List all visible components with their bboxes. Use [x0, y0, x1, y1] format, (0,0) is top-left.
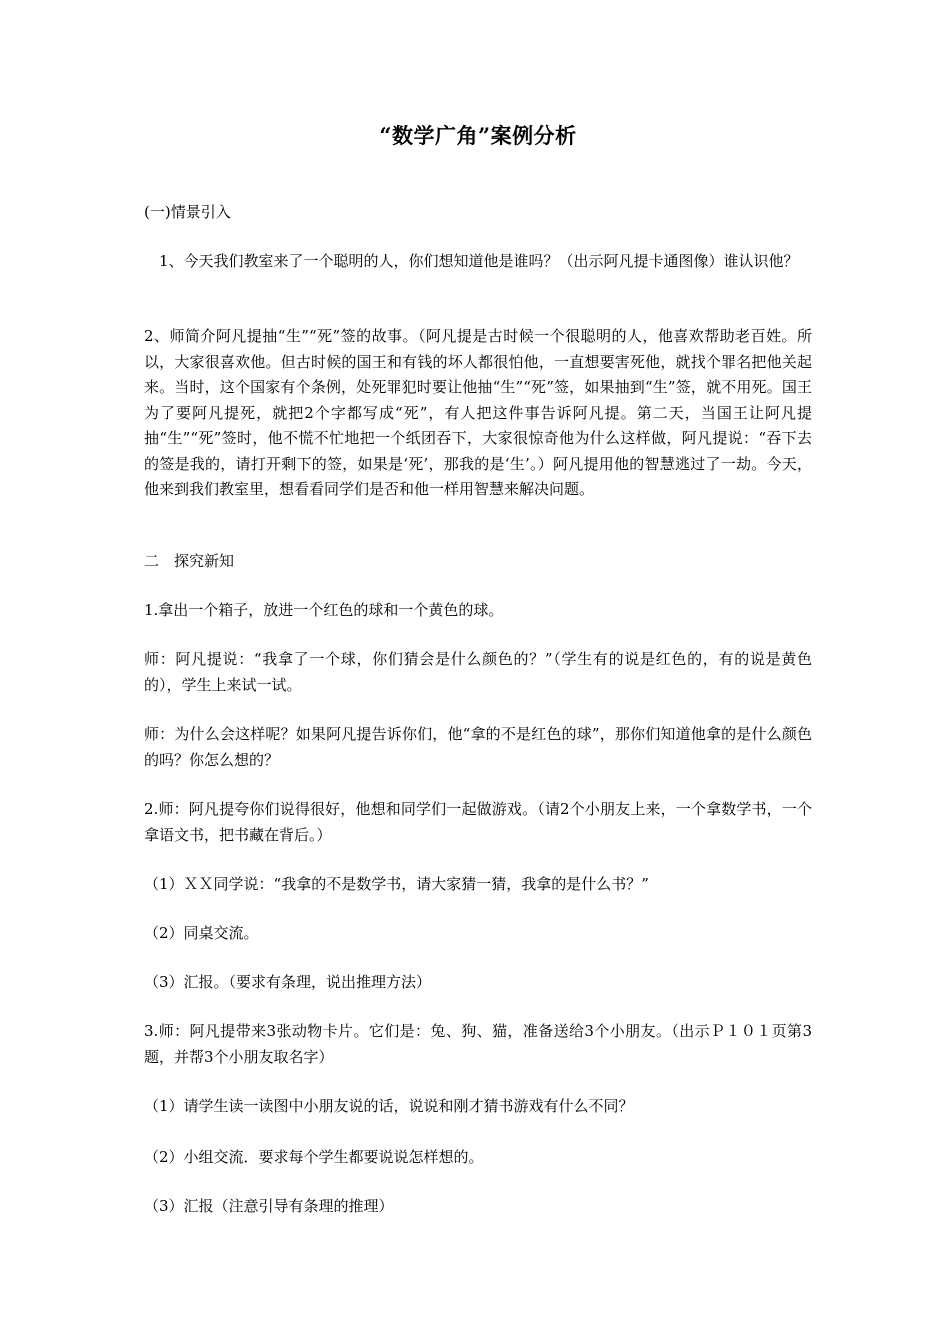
- paragraph-step-2-1: （1）ＸＸ同学说：“我拿的不是数学书，请大家猜一猜，我拿的是什么书？”: [144, 875, 649, 893]
- document-title: “数学广角”案例分析: [379, 123, 577, 148]
- paragraph-explore-2: 2.师：阿凡提夸你们说得很好，他想和同学们一起做游戏。（请2个小朋友上来，一个拿数学书，一个拿语文书，把书藏在背后。）: [144, 800, 812, 844]
- paragraph-step-3-2: （2）小组交流．要求每个学生都要说说怎样想的。: [144, 1148, 484, 1166]
- paragraph-explore-3: 3.师：阿凡提带来3张动物卡片。它们是：兔、狗、猫，准备送给3个小朋友。（出示Ｐ１０１页第3题，并帮3个小朋友取名字）: [144, 1022, 812, 1066]
- paragraph-step-2-3: （3）汇报。（要求有条理，说出推理方法）: [144, 973, 432, 991]
- paragraph-intro-1: 1、今天我们教室来了一个聪明的人，你们想知道他是谁吗？（出示阿凡提卡通图像）谁认识他？: [144, 252, 799, 270]
- paragraph-teacher-question-2: 师：为什么会这样呢？如果阿凡提告诉你们，他“拿的不是红色的球”，那你们知道他拿的是什么颜色的吗？你怎么想的？: [144, 725, 812, 769]
- paragraph-teacher-question-1: 师：阿凡提说：“我拿了一个球，你们猜会是什么颜色的？”（学生有的说是红色的，有的说是黄色的），学生上来试一试。: [144, 650, 812, 694]
- paragraph-intro-2-story: 2、师简介阿凡提抽“生”“死”签的故事。（阿凡提是古时候一个很聪明的人，他喜欢帮助老百姓。所以，大家很喜欢他。但古时候的国王和有钱的坏人都很怕他，一直想要害死他，就找个罪名把他关起来。当时，这个国家有个条例，处死罪犯时要让他抽“生”“死”签，如果抽到“生”签，就不用死。国王为了要阿凡提死，就把2个字都写成“死”，有人把这件事告诉阿凡提。第二天，当国王让阿凡提抽“生”“死”签时，他不慌不忙地把一个纸团吞下，大家很惊奇他为什么这样做，阿凡提说：“吞下去的签是我的，请打开剩下的签，如果是‘死’，那我的是‘生’。）阿凡提用他的智慧逃过了一劫。今天，他来到我们教室里，想看看同学们是否和他一样用智慧来解决问题。: [144, 327, 812, 498]
- section-heading-intro: (一)情景引入: [144, 203, 231, 221]
- paragraph-step-3-3: （3）汇报（注意引导有条理的推理）: [144, 1197, 394, 1215]
- paragraph-explore-1: 1.拿出一个箱子，放进一个红色的球和一个黄色的球。: [144, 601, 504, 619]
- paragraph-step-3-1: （1）请学生读一读图中小朋友说的话，说说和刚才猜书游戏有什么不同？: [144, 1097, 634, 1115]
- section-heading-explore: 二 探究新知: [144, 552, 235, 570]
- paragraph-step-2-2: （2）同桌交流。: [144, 924, 259, 942]
